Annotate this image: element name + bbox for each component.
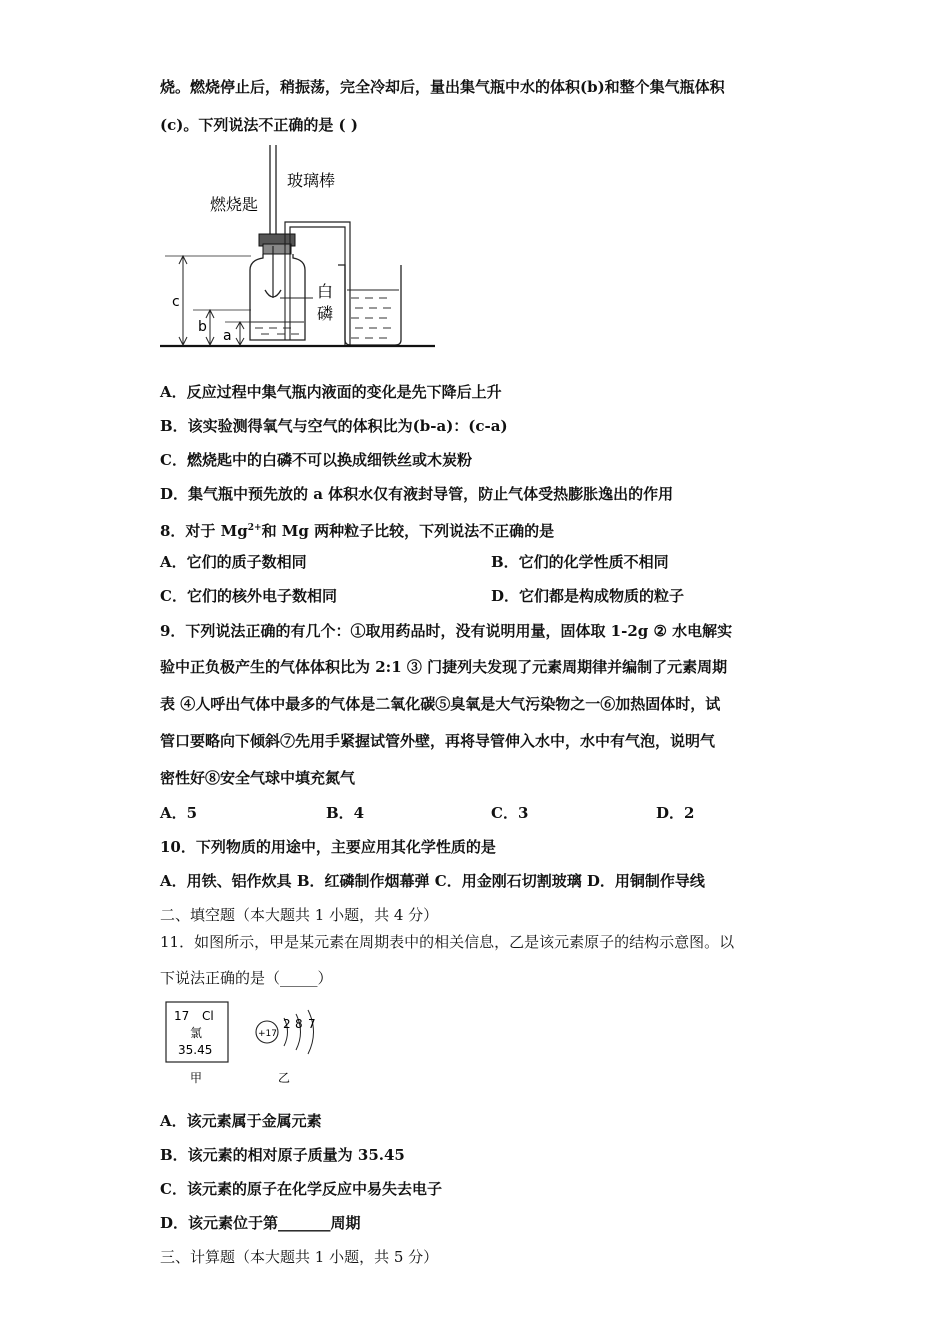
q7-option-d: D．集气瓶中预先放的 a 体积水仅有液封导管，防止气体受热膨胀逸出的作用	[160, 485, 674, 503]
label-combustion-spoon: 燃烧匙	[210, 195, 259, 214]
shell-2-electrons: 8	[295, 1017, 303, 1031]
q7-option-a: A．反应过程中集气瓶内液面的变化是先下降后上升	[160, 383, 502, 401]
section-3-heading: 三、计算题（本大题共 1 小题，共 5 分）	[160, 1248, 439, 1266]
q8-option-a: A．它们的质子数相同	[160, 553, 307, 571]
q10-stem: 10．下列物质的用途中，主要应用其化学性质的是	[160, 838, 496, 856]
q7-stem-line-1: 烧。燃烧停止后，稍振荡，完全冷却后，量出集气瓶中水的体积(b)和整个集气瓶体积	[160, 78, 725, 96]
q9-option-a: A．5	[160, 804, 198, 822]
q7-apparatus-figure	[155, 140, 455, 355]
q11-stem-line-1: 11．如图所示，甲是某元素在周期表中的相关信息，乙是该元素原子的结构示意图。以	[160, 933, 735, 951]
label-yi: 乙	[278, 1071, 291, 1085]
element-name: 氯	[190, 1026, 203, 1040]
q8-option-d: D．它们都是构成物质的粒子	[491, 587, 685, 605]
label-phosphorus: 磷	[317, 304, 334, 323]
q9-line-5: 密性好⑧安全气球中填充氮气	[160, 769, 356, 787]
q9-line-2: 验中正负极产生的气体体积比为 2:1 ③ 门捷列夫发现了元素周期律并编制了元素周期	[160, 658, 728, 676]
q9-line-4: 管口要略向下倾斜⑦先用手紧握试管外壁，再将导管伸入水中，水中有气泡，说明气	[160, 732, 716, 750]
element-symbol: Cl	[202, 1009, 214, 1023]
q8-stem: 8．对于 $Mg^{2+}$和 Mg 两种粒子比较，下列说法不正确的是	[160, 522, 555, 540]
q7-option-b: B．该实验测得氧气与空气的体积比为(b-a)：(c-a)	[160, 417, 508, 435]
q11-option-d: D．该元素位于第_______周期	[160, 1214, 361, 1232]
q11-element-figure	[160, 998, 340, 1090]
gas-bottle	[250, 254, 305, 340]
q11-option-a: A．该元素属于金属元素	[160, 1112, 322, 1130]
q9-option-c: C．3	[491, 804, 529, 822]
shell-3-electrons: 7	[308, 1017, 316, 1031]
q8-option-b: B．它们的化学性质不相同	[491, 553, 669, 571]
label-a: a	[223, 328, 232, 344]
label-c: c	[172, 294, 180, 310]
label-b: b	[198, 319, 207, 335]
label-glass-rod: 玻璃棒	[287, 171, 336, 190]
atomic-mass: 35.45	[178, 1043, 213, 1057]
q11-option-c: C．该元素的原子在化学反应中易失去电子	[160, 1180, 442, 1198]
label-jia: 甲	[190, 1071, 203, 1085]
q9-option-b: B．4	[326, 804, 365, 822]
nucleus-charge: +17	[258, 1029, 277, 1039]
q10-options: A．用铁、铝作炊具 B．红磷制作烟幕弹 C．用金刚石切割玻璃 D．用铜制作导线	[160, 872, 705, 890]
label-white: 白	[317, 282, 334, 301]
q9-line-3: 表 ④人呼出气体中最多的气体是二氧化碳⑤臭氧是大气污染物之一⑥加热固体时，试	[160, 695, 721, 713]
q11-stem-line-2: 下说法正确的是（_____）	[160, 969, 333, 987]
atomic-number: 17	[174, 1009, 190, 1023]
beaker	[338, 265, 401, 345]
q8-option-c: C．它们的核外电子数相同	[160, 587, 337, 605]
q7-option-c: C．燃烧匙中的白磷不可以换成细铁丝或木炭粉	[160, 451, 472, 469]
section-2-heading: 二、填空题（本大题共 1 小题，共 4 分）	[160, 906, 439, 924]
shell-1-electrons: 2	[283, 1017, 291, 1031]
q11-option-b: B．该元素的相对原子质量为 35.45	[160, 1146, 405, 1164]
q9-option-d: D．2	[656, 804, 695, 822]
q9-line-1: 9．下列说法正确的有几个：①取用药品时，没有说明用量，固体取 1-2g ② 水电解实	[160, 622, 733, 640]
q7-stem-line-2: (c)。下列说法不正确的是 ( )	[160, 116, 358, 134]
